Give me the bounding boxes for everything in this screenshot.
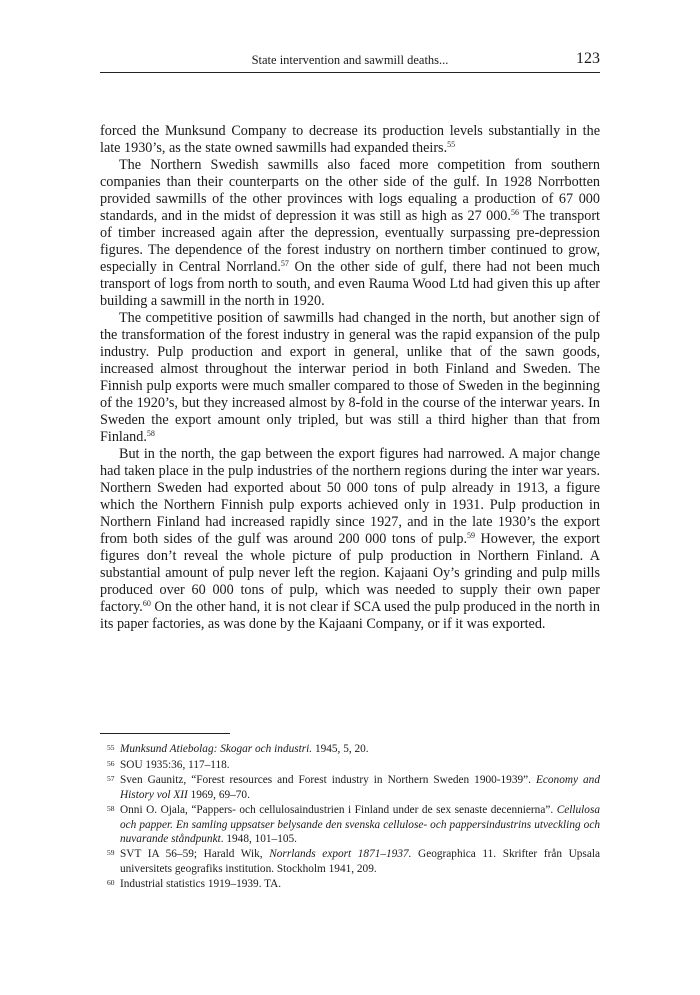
italic-text: Norrlands export 1871–1937. — [269, 848, 412, 861]
text-run: SVT IA 56–59; Harald Wik, — [120, 848, 270, 861]
body-text — [100, 123, 600, 633]
footnote-number: 56 — [107, 758, 115, 768]
text-run: But in the north, the gap between the export figures had narrowed. A major change had taken place in the pulp industries of the northern regions during the inter war years. Northern Sweden had exported about 50 000 tons of pulp already in 1913, a figure which the Northern Finnish pulp exports achieved only in 1931. Pulp production in Northern Finland had increased rapidly since 1927, and in the late 1930’s the export from both sides of the gulf was around 200 000 tons of pulp. — [100, 446, 600, 547]
footnote-ref[interactable]: 60 — [142, 599, 151, 608]
paragraph — [100, 310, 600, 446]
footnote-text — [120, 877, 600, 891]
footnote-number: 55 — [107, 743, 115, 752]
text-run: . 1948, 101–105. — [220, 832, 297, 845]
footnote-number: 58 — [107, 804, 115, 814]
paragraph — [100, 123, 600, 157]
running-title: State intervention and sawmill deaths... — [251, 53, 449, 67]
footnote — [100, 877, 600, 891]
footnote — [100, 773, 600, 801]
footnote-text — [120, 758, 600, 772]
text-run: Industrial statistics 1919–1939. TA. — [120, 878, 282, 891]
text-run: On the other side of gulf, there had not been much transport of logs from north to south, and even Rauma Wood Ltd had given this up after building a sawmill in the north in 1920. — [100, 259, 601, 309]
footnote-number: 57 — [107, 774, 115, 784]
footnotes — [100, 742, 600, 893]
text-run: The competitive position of sawmills had changed in the north, but another sign of the transformation of the forest industry in general was the rapid expansion of the pulp industry. Pulp production and export in general, unlike that of the sawn goods, increased almost throughout the interwar period in both Finland and Sweden. The Finnish pulp exports were much smaller compared to those of Sweden in the beginning of the 1920’s, but they increased almost by 8-fold in the course of the interwar years. In Sweden the export amount only tripled, but was still a third higher than that from Finland. — [100, 310, 600, 445]
text-run: Sven Gaunitz, “Forest resources and Forest industry in Northern Sweden 1900-1939”. — [120, 774, 536, 787]
footnote-text — [120, 773, 600, 801]
footnote-ref[interactable]: 58 — [146, 429, 155, 438]
text-run: 1945, 5, 20. — [312, 743, 369, 755]
footnote-ref[interactable]: 57 — [280, 259, 289, 268]
text-run: Onni O. Ojala, “Pappers- och cellulosaindustrien i Finland under de sex senaste decennierna”. — [120, 804, 557, 817]
footnote — [100, 742, 600, 756]
text-run: On the other hand, it is not clear if SCA used the pulp produced in the north in its paper factories, as was done by the Kajaani Company, or if it was exported. — [100, 599, 600, 632]
text-run: However, the export figures don’t reveal the whole picture of pulp production in Northern Finland. A substantial amount of pulp never left the region. Kajaani Oy’s grinding and pulp mills produced over 60 000 tons of pulp, which was needed to supply their own paper factory. — [100, 531, 600, 615]
italic-text: Cellulosa och papper. En samling uppsatser belysande den svenska cellulose- och pappersindustrins utveckling och nuvarande ståndpunkt — [120, 804, 600, 845]
paragraph — [100, 157, 600, 310]
italic-text: Munksund Atiebolag: Skogar och industri. — [120, 743, 313, 755]
footnote-text — [120, 803, 600, 846]
paragraph — [100, 446, 600, 633]
page-number: 123 — [576, 50, 600, 67]
footnote-ref[interactable]: 59 — [467, 531, 476, 540]
text-run: The Northern Swedish sawmills also faced more competition from southern companies than their counterparts on the other side of the gulf. In 1928 Norrbotten provided sawmills of the other provinces with logs equaling a production of 67 000 standards, and in the midst of depression it was still as high as 27 000. — [100, 157, 600, 224]
footnote — [100, 803, 600, 846]
text-run: Geographica 11. Skrifter från Upsala universitets geografiks institution. Stockholm 1941, 209. — [120, 848, 600, 875]
text-run: SOU 1935:36, 117–118. — [120, 758, 230, 771]
footnote-number: 59 — [107, 848, 115, 858]
italic-text: Economy and History vol XII — [120, 774, 600, 801]
text-run: forced the Munksund Company to decrease its production levels substantially in the late 1930’s, as the state owned sawmills had expanded theirs. — [100, 123, 600, 156]
footnote-ref[interactable]: 56 — [510, 208, 519, 217]
footnote-ref[interactable]: 55 — [447, 140, 456, 149]
footnote-number: 60 — [107, 878, 115, 888]
running-header — [100, 50, 600, 73]
footnote — [100, 847, 600, 875]
footnote — [100, 758, 600, 772]
footnote-separator — [100, 733, 230, 734]
footnote-text — [120, 742, 600, 756]
footnote-text — [120, 847, 600, 875]
text-run: 1969, 69–70. — [187, 788, 250, 801]
text-run: The transport of timber increased again after the depression, eventually surpassing pre-depression figures. The dependence of the forest industry on northern timber continued to grow, especially in Central Norrland. — [100, 208, 601, 275]
